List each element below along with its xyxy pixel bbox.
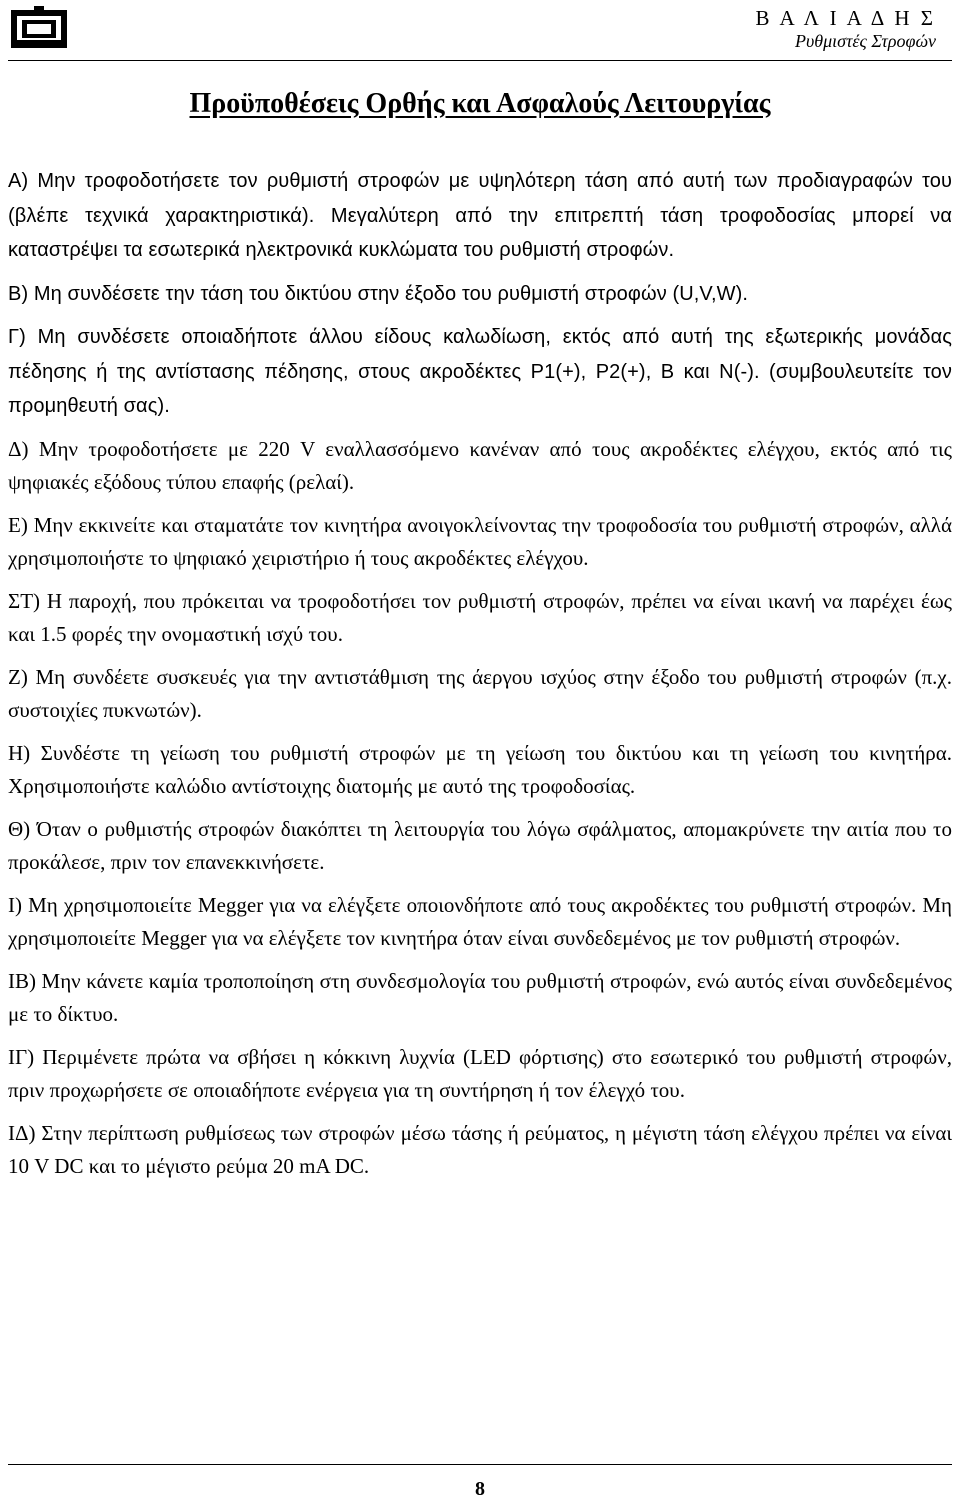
header bbox=[755, 6, 936, 53]
paragraph-g: Γ) Μη συνδέσετε οποιαδήποτε άλλου είδους καλωδίωση, εκτός από αυτή της εξωτερικής μονάδας πέδησης ή της αντίστασης πέδησης, στους ακροδέκτες P1(+), P2(+), B και N(-). (συμβουλευτείτε τον προμηθευτή σας). bbox=[8, 326, 952, 417]
footer-divider bbox=[8, 1464, 952, 1465]
content bbox=[8, 164, 952, 1193]
paragraph-st: ΣΤ) Η παροχή, που πρόκειται να τροφοδοτήσει τον ρυθμιστή στροφών, πρέπει να είναι ικανή να παρέχει έως και 1.5 φορές την ονομαστική ισχύ του. bbox=[8, 588, 952, 646]
paragraph-d: Δ) Μην τροφοδοτήσετε με 220 V εναλλασσόμενο κανέναν από τους ακροδέκτες ελέγχου, εκτός από τις ψηφιακές εξόδους τύπου επαφής (ρελαί). bbox=[8, 436, 952, 494]
page-title: Προϋποθέσεις Ορθής και Ασφαλούς Λειτουργίας bbox=[189, 88, 771, 119]
page-number: 8 bbox=[475, 1478, 485, 1500]
paragraph-th: Θ) Όταν ο ρυθμιστής στροφών διακόπτει τη λειτουργία του λόγω σφάλματος, απομακρύνετε την αιτία που το προκάλεσε, πριν τον επανεκκινήσετε. bbox=[8, 816, 952, 874]
paragraph-i: Ι) Μη χρησιμοποιείτε Megger για να ελέγξετε οποιονδήποτε από τους ακροδέκτες του ρυθμιστή στροφών. Μη χρησιμοποιείτε Megger για να ελέγξετε τον κινητήρα όταν είναι συνδεδεμένος με τον ρυθμιστή στροφών. bbox=[8, 892, 952, 950]
paragraph-b: Β) Μη συνδέσετε την τάση του δικτύου στην έξοδο του ρυθμιστή στροφών (U,V,W). bbox=[8, 282, 749, 305]
paragraph-ig: ΙΓ) Περιμένετε πρώτα να σβήσει η κόκκινη λυχνία (LED φόρτισης) στο εσωτερικό του ρυθμιστή στροφών, πριν προχωρήσετε σε οποιαδήποτε ενέργεια για τη συντήρηση ή τον έλεγχό του. bbox=[8, 1044, 952, 1102]
paragraph-ib: ΙΒ) Μην κάνετε καμία τροποποίηση στη συνδεσμολογία του ρυθμιστή στροφών, ενώ αυτός είναι συνδεδεμένος με το δίκτυο. bbox=[8, 968, 952, 1026]
paragraph-e: Ε) Μην εκκινείτε και σταματάτε τον κινητήρα ανοιγοκλείνοντας την τροφοδοσία του ρυθμιστή στροφών, αλλά χρησιμοποιήστε το ψηφιακό χειριστήριο ή τους ακροδέκτες ελέγχου. bbox=[8, 512, 952, 570]
paragraph-id: ΙΔ) Στην περίπτωση ρυθμίσεως των στροφών μέσω τάσης ή ρεύματος, η μέγιστη τάση ελέγχου πρέπει να είναι 10 V DC και το μέγιστο ρεύμα 20 mA DC. bbox=[8, 1120, 952, 1178]
header-subtitle: Ρυθμιστές Στροφών bbox=[794, 31, 936, 52]
paragraph-h: Η) Συνδέστε τη γείωση του ρυθμιστή στροφών με τη γείωση του δικτύου και τη γείωση του κινητήρα. Χρησιμοποιήστε καλώδιο αντίστοιχης διατομής με αυτό της τροφοδοσίας. bbox=[8, 740, 952, 798]
paragraph-z: Ζ) Μη συνδέετε συσκευές για την αντιστάθμιση της άεργου ισχύος στην έξοδο του ρυθμιστή στροφών (π.χ. συστοιχίες πυκνωτών). bbox=[8, 664, 952, 722]
header-divider bbox=[8, 60, 952, 61]
company-logo-icon bbox=[10, 6, 68, 50]
paragraph-a: Α) Μην τροφοδοτήσετε τον ρυθμιστή στροφών με υψηλότερη τάση από αυτή των προδιαγραφών του (βλέπε τεχνικά χαρακτηριστικά). Μεγαλύτερη από την επιτρεπτή τάση τροφοδοσίας μπορεί να καταστρέψει τα εσωτερικά ηλεκτρονικά κυκλώματα του ρυθμιστή στροφών. bbox=[8, 170, 952, 261]
header-title: Β Α Λ Ι Α Δ Η Σ bbox=[755, 6, 936, 30]
